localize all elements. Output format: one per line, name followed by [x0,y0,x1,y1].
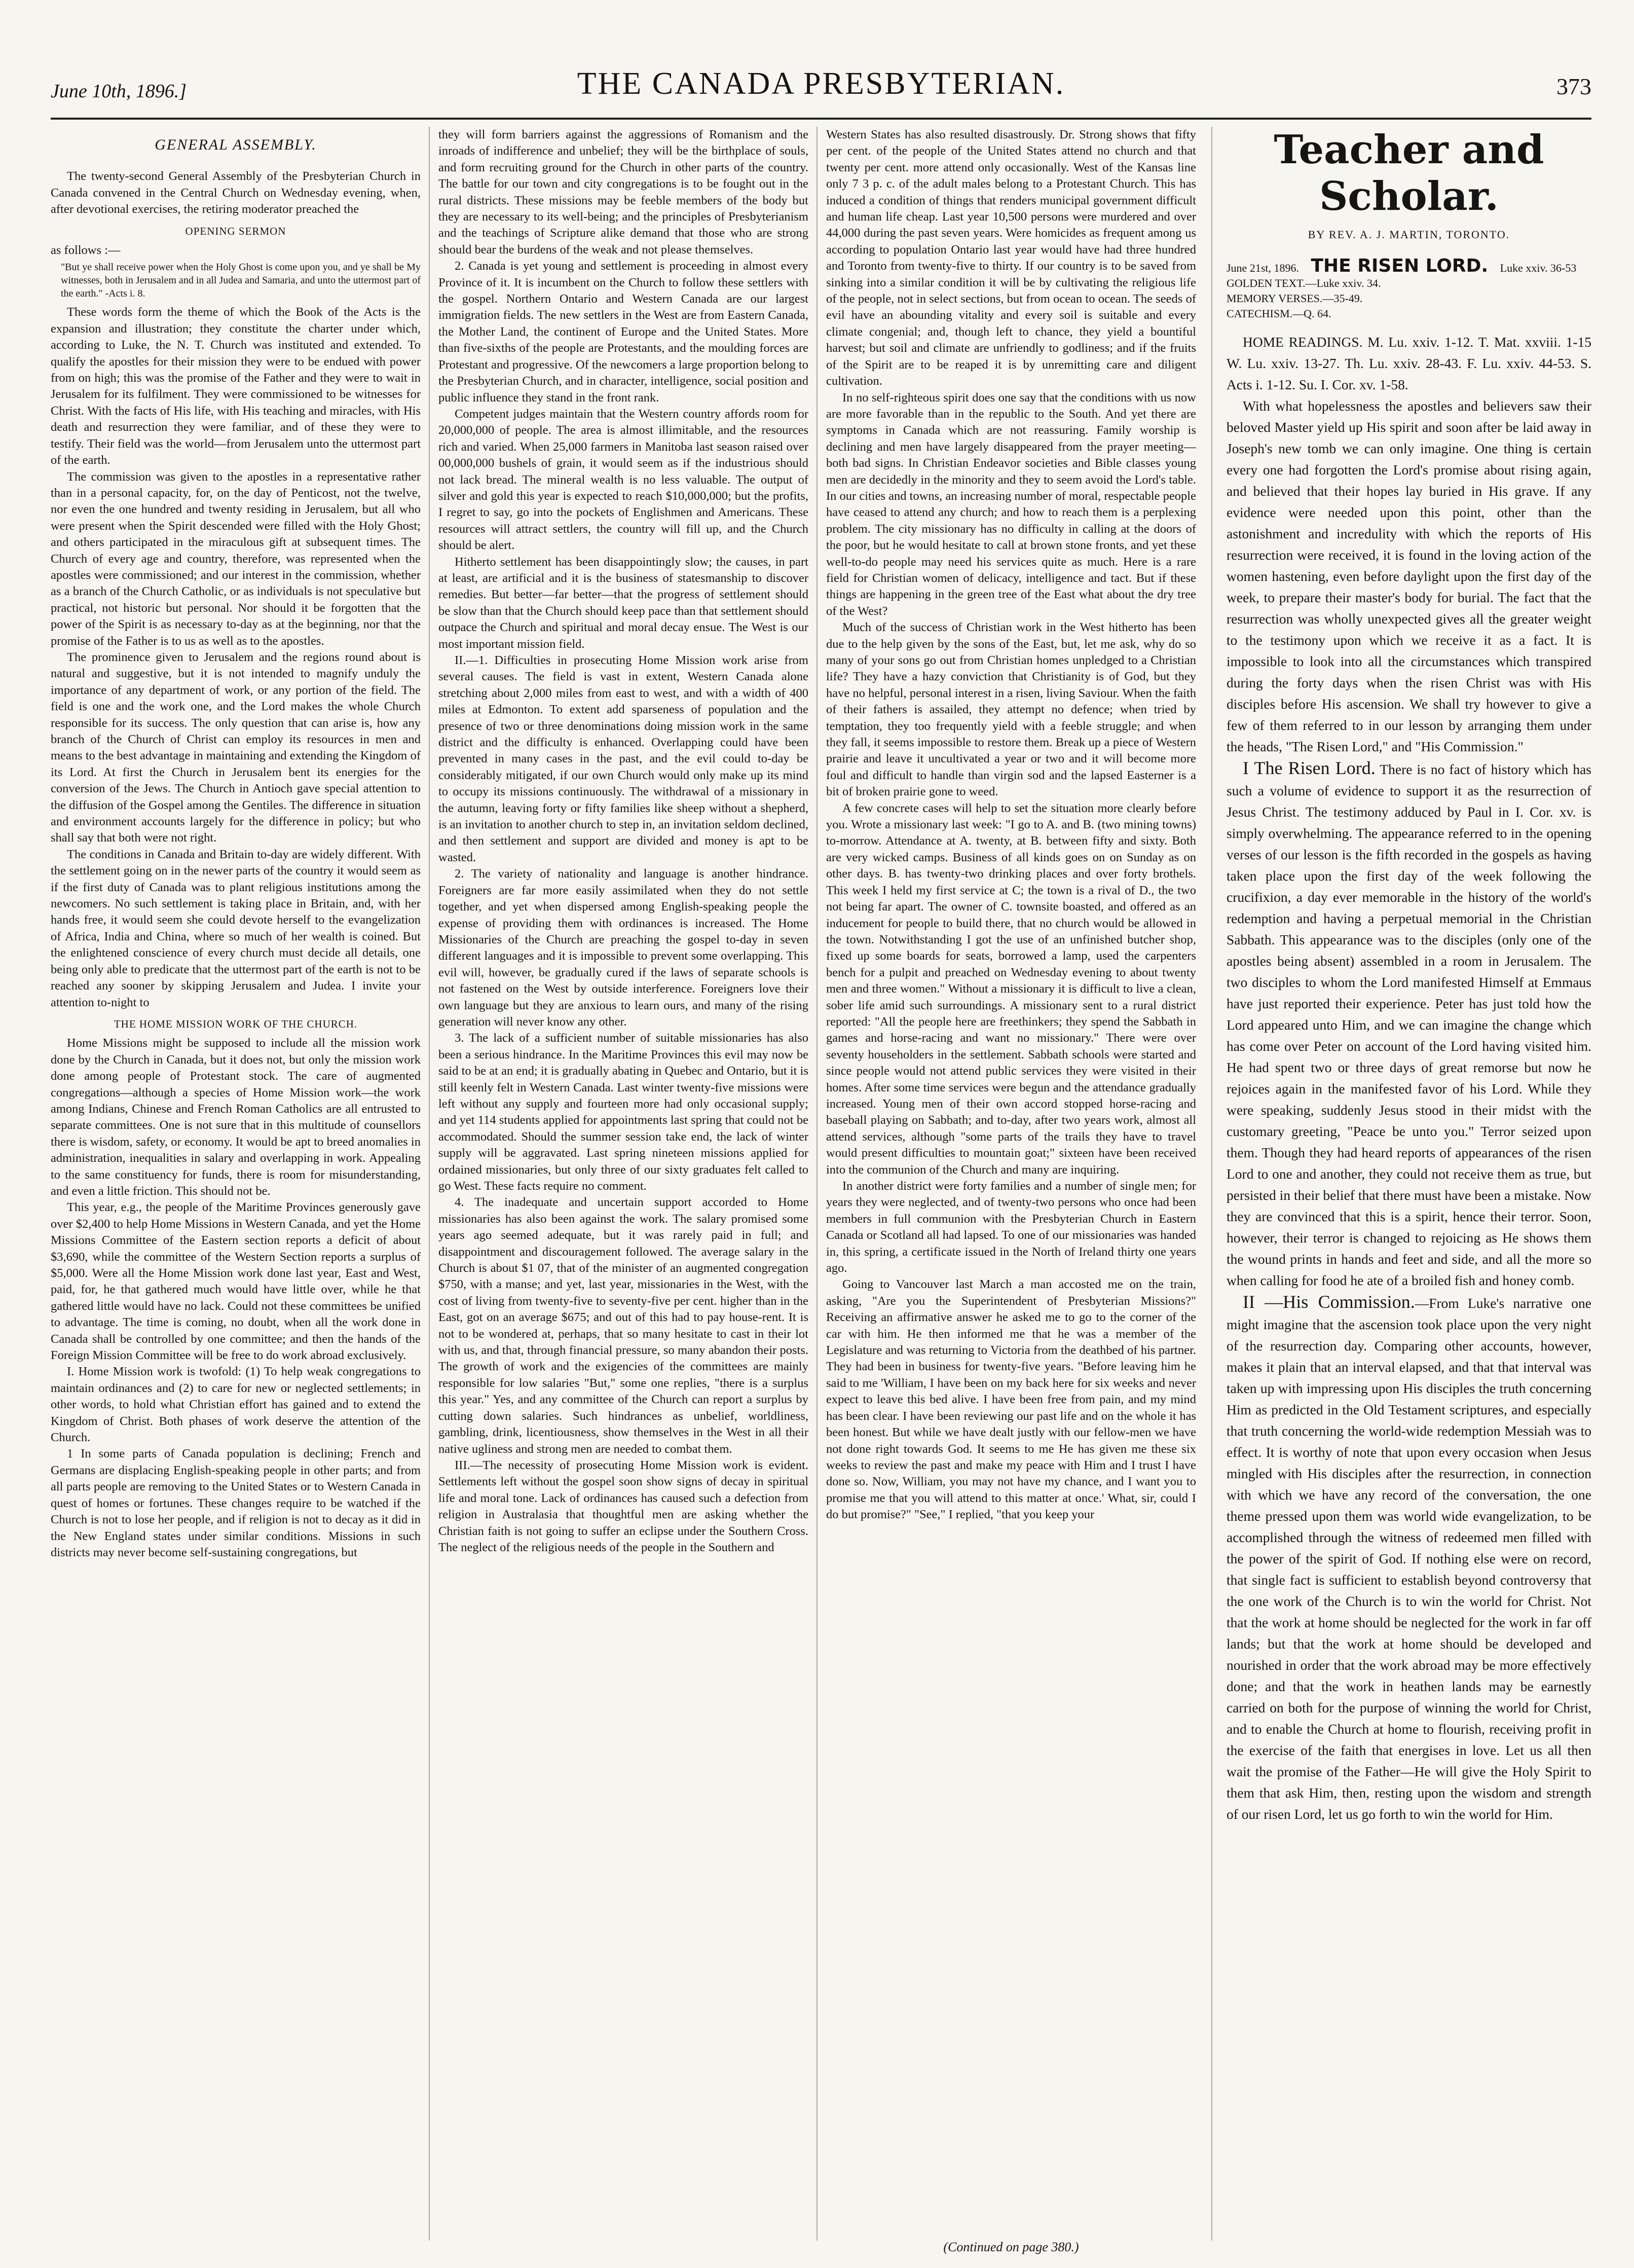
column-1 [51,127,421,2256]
lesson-reference: Luke xxiv. 36-53 [1500,262,1577,274]
paragraph: I. Home Mission work is twofold: (1) To help weak congregations to maintain ordinances and (2) to care for new or neglected settlements; in other words, to hold what Christian effort has gained and to extend the Kingdom of Christ. Both phases of work deserve the attention of the Church. [51,1365,421,1445]
subheading-commission: II —His Commission. [1243,1292,1415,1312]
section-title-teacher-and-scholar: Teacher and Scholar. [1274,127,1544,220]
paragraph: In another district were forty families and a number of single men; for years they were neglected, and of twenty-two persons who once had been members in full communion with the Presbyterian Church in Eastern Canada or Scotland all had lapsed. To one of our missionaries was handed in, this spring, a certificate issued in the North of Ireland thirty one years ago. [826,1179,1196,1275]
section-heading-general-assembly: GENERAL ASSEMBLY. [155,136,317,153]
paragraph: 4. The inadequate and uncertain support accorded to Home missionaries has also been against the work. The salary promised some years ago seemed adequate, but it was rarely paid in full; and disappointment and discouragement followed. The average salary in the Church is about $1 07, that of the minister of an augmented congregation $750, with a manse; and yet, last year, missionaries in the West, with the cost of living from twenty-five to seventy-five per cent. higher than in the East, got on an average $675; and out of this had to pay house-rent. It is not to be wondered at, perhaps, that so many hesitate to cast in their lot with us, and that, through financial pressure, so many abandon their posts. The growth of work and the exigencies of the committees are mainly responsible for low salaries "But," some one replies, "there is a surplus this year." Yes, and any committee of the Church can report a surplus by cutting down salaries. Such hindrances as unbelief, worldliness, gambling, drink, licentiousness, show themselves in the West in all their native ugliness and strong men are needed to combat them. [438,1195,808,1456]
paragraph: In no self-righteous spirit does one say that the conditions with us now are more favorable than in the republic to the South. And yet there are symptoms in Canada which are not reassuring. Family worship is declining and men have largely disappeared from the prayer meeting—both bad signs. In Christian Endeavor societies and Bible classes young men are decidedly in the minority and they to seem avoid the Lord's table. In our cities and towns, an increasing number of moral, respectable people have ceased to attend any church; and how to reach them is a perplexing problem. The city missionary has no difficulty in calling at the doors of the poor, but he would hesitate to call at brown stone fronts, and yet these well-to-do people may need his services quite as much. Here is a rare field for Christian women of delicacy, intelligence and tact. But if these things are happening in the green tree of the East what about the dry tree of the West? [826,390,1196,618]
paragraph: 2. Canada is yet young and settlement is proceeding in almost every Province of it. It is incumbent on the Church to follow these settlers with the gospel. Northern Ontario and Western Canada are our largest immigration fields. The new settlers in the West are from Eastern Canada, the Mother Land, the continent of Europe and the United States. More than five-sixths of the people are Protestants, and the moulding forces are Protestant and progressive. Of the newcomers a large proportion belong to the Presbyterian Church, and in character, intelligence, social position and public influence they stand in the front rank. [438,259,808,405]
section-text: There is no fact of history which has such a volume of evidence to support it as the resurrection of Jesus Christ. The testimony adduced by Paul in I. Cor. xv. is simply overwhelming. The appearance referred to in the opening verses of our lesson is the fifth recorded in the gospels as having taken place upon the first day of the week following the crucifixion, a day ever memorable in the history of the world's redemption and having a perpetual memorial in the Christian Sabbath. This appearance was to the disciples (only one of the apostles being absent) assembled in a room in Jerusalem. The two disciples to whom the Lord manifested Himself at Emmaus have just reported their experience. Peter has just told how the Lord appeared unto Him, and we can imagine the change which has come over Peter on account of the Lord having visited him. He had spent two or three days of great remorse but now he rejoices again in the manifested favor of his Lord. While they were speaking, suddenly Jesus stood in their midst with the customary greeting, "Peace be unto you." Terror seized upon them. Though they had heard reports of appearances of the risen Lord to one and another, they could not receive them as true, but persisted in their belief that there must have been a mistake. Now they are convinced that this is a spirit, hence their terror. Soon, however, their terror is changed to rejoicing as He shows them the wound prints in hands and feet and side, and all the more so when calling for food he ate of a broiled fish and honey comb. [1227,761,1591,1288]
memory-verses: MEMORY VERSES.—35-49. [1227,292,1363,305]
home-readings: HOME READINGS. M. Lu. xxiv. 1-12. T. Mat. xxviii. 1-15 W. Lu. xxiv. 13-27. Th. Lu. xxiv. 28-43. F. Lu. xxiv. 44-53. S. Acts i. 1-12. Su. I. Cor. xv. 1-58. [1227,334,1591,392]
paragraph: III.—The necessity of prosecuting Home Mission work is evident. Settlements left without the gospel soon show signs of decay in spiritual life and moral tone. Lack of ordinances has caused such a defection from religion in Australasia that thoughtful men are asking whether the Christian faith is not going to suffer an eclipse under the Southern Cross. The neglect of the religious needs of the people in the Southern and [438,1458,808,1554]
column-3 [826,127,1196,2256]
paragraph: Much of the success of Christian work in the West hitherto has been due to the help given by the sons of the East, but, let me ask, why do so many of your sons go out from Christian homes unpledged to a Christian life? They have a hazy conviction that Christianity is of God, but they have no helpful, personal interest in a risen, living Saviour. When the faith of their fathers is assailed, they attempt no defence; when tried by temptation, they too frequently yield with a feeble struggle; and when they fall, it seems impossible to restore them. Break up a piece of Western prairie and leave it uncultivated a year or two and it will become more foul and difficult to handle than virgin sod and the lapsed Easterner is a bit of broken prairie gone to weed. [826,620,1196,799]
continued-note: (Continued on page 380.) [943,2240,1079,2254]
masthead-title: THE CANADA PRESBYTERIAN. [577,66,1065,101]
header-rule [51,118,1591,120]
scripture-quote: "But ye shall receive power when the Holy Ghost is come upon you, and ye shall be My witnesses, both in Jerusalem and in all Judea and Samaria, and unto the uttermost part of the earth." -Acts i. 8. [61,262,421,300]
section-text: —From Luke's narrative one might imagine that the ascension took place upon the very night of the resurrection day. Comparing other accounts, however, makes it plain that an interval elapsed, and that that interval was taken up with impressing upon His disciples the truth concerning Him as predicted in the Old Testament scriptures, and especially that truth concerning the world-wide redemption Messiah was to effect. It is worthy of note that upon every occasion when Jesus mingled with His disciples after the resurrection, in connection with which we have any record of the conversation, the one theme pressed upon them was world wide evangelization, to be accomplished through the witness of redeemed men filled with the power of the spirit of God. If nothing else were on record, that single fact is sufficient to establish beyond controversy that the one work of the Church is to win the world for Christ. Not that the work at home should be neglected for the work in far off lands; but that the work at home should be developed and nourished in order that the work abroad may be more effectively done; and that the work in heathen lands may be earnestly carried on both for the purpose of winning the world for Christ, and to enable the Church at home to flourish, receiving profit in the exercise of the faith that energises in love. Let us all then wait the promise of the Father—He will give the Holy Spirit to them that ask Him, then, resting upon the wisdom and strength of our risen Lord, let us go forth to win the world for Him. [1227,1295,1591,1822]
paragraph: The commission was given to the apostles in a representative rather than in a personal capacity, for, on the day of Penticost, not the twelve, nor even the one hundred and twenty residing in Jerusalem, but all who were present when the Spirit descended were filled with the Holy Ghost; and others participated in the miraculous gift at subsequent times. The Church of every age and country, therefore, was represented when the apostles were commissioned; and our interest in the commission, whether as a branch of the Church Catholic, or as individuals is not speculative but practical, not historic but personal. Nor should it be forgotten that the power of the Spirit is as necessary to-day as at the beginning, nor that the promise of the Father is to us as well as to the apostles. [51,469,421,648]
column-2 [438,127,808,2256]
paragraph: Competent judges maintain that the Western country affords room for 20,000,000 of people. The area is almost illimitable, and the resources rich and varied. When 25,000 farmers in Manitoba last season raised over 00,000,000 bushels of grain, it would seem as if the industrious should not lack bread. The mineral wealth is no less valuable. The output of silver and gold this year is expected to reach $10,000,000; but the profits, I regret to say, go into the pockets of Englishmen and Americans. These resources will attract settlers, the country will fill up, and the Church should be alert. [438,407,808,553]
paragraph: Western States has also resulted disastrously. Dr. Strong shows that fifty per cent. of the people of the United States attend no church and that twenty per cent. more attend only occasionally. West of the Kansas line only 7 3 p. c. of the adult males belong to a Protestant Church. This has induced a condition of things that renders municipal government difficult and human life cheap. Last year 10,500 persons were murdered and over 44,000 during the past seven years. Were homicides as frequent among us according to population Ontario last year would have had three hundred and Toronto from twenty-five to thirty. If our country is to be saved from sinking into a similar condition it will be by cultivating the religious life of the people, not in select sections, but from ocean to ocean. The seeds of evil have an abounding vitality and every soil is suitable and every climate congenial; and, though left to chance, they yield a bountiful harvest; but soil and climate are unfriendly to godliness; and if the fruits of the Spirit are to be reaped it is by unremitting care and diligent cultivation. [826,128,1196,388]
lesson-title: THE RISEN LORD. [1311,255,1489,276]
paragraph: 3. The lack of a sufficient number of suitable missionaries has also been a serious hindrance. In the Maritime Provinces this evil may now be said to be at an end; it is gradually abating in Quebec and Ontario, but it is still keenly felt in Western Canada. Last winter twenty-five missions were left without any supply and fourteen more had only occasional supply; and yet 114 students applied for appointments last spring that could not be accommodated. Should the summer session take end, the lack of winter supply will be aggravated. Last spring nineteen missions applied for ordained missionaries, but only three of our sixty graduates felt called to go West. These facts require no comment. [438,1031,808,1193]
paragraph: This year, e.g., the people of the Maritime Provinces generously gave over $2,400 to help Home Missions in Western Canada, and yet the Home Missions Committee of the Eastern section reports a deficit of about $3,690, while the committee of the Western Section reports a surplus of $5,000. Were all the Home Mission work done last year, East and West, paid, for, he that gathered much would have little over, while he that gathered little would have no lack. Could not these committees be unified to advantage. The time is coming, no doubt, when all the work done in Canada shall be controlled by one committee; and then the hands of the Foreign Mission Committee will be free to do work abroad exclusively. [51,1200,421,1363]
lesson-date: June 21st, 1896. [1227,262,1299,274]
column-divider [1211,127,1212,2241]
section-commission [1227,1291,1591,1825]
paragraph: The twenty-second General Assembly of the Presbyterian Church in Canada convened in the Central Church on Wednesday evening, when, after devotional exercises, the retiring moderator preached the [51,169,421,216]
subheading-home-mission: THE HOME MISSION WORK OF THE CHURCH. [114,1017,358,1030]
column-4 [1227,127,1591,2256]
issue-date: June 10th, 1896.] [51,81,187,102]
page-number: 373 [1556,74,1591,99]
paragraph: With what hopelessness the apostles and believers saw their beloved Master yield up His spirit and soon after be laid away in Joseph's new tomb we can only imagine. One thing is certain every one had forgotten the Lord's promise about rising again, and believed that their hopes lay buried in His grave. If any evidence were needed upon this point, other than the astonishment and incredulity with which the reports of His resurrection were received, it is found in the loving action of the women hastening, even before daylight upon the first day of the week, to prepare their master's body for burial. The fact that the resurrection was wholly unexpected gives all the greater weight to the testimony upon which we receive it as a fact. It is impossible to look into all the circumstances which transpired during the forty days when the risen Christ was with His disciples before His ascension. We shall try however to give a few of them referred to in our lesson by arranging them under the heads, "The Risen Lord," and "His Commission." [1227,398,1591,754]
subheading-opening-sermon: OPENING SERMON [185,225,286,237]
paragraph: The conditions in Canada and Britain to-day are widely different. With the settlement going on in the newer parts of the country it would seem as if the first duty of Canada was to plant religious institutions among the newcomers. No such settlement is taking place in Britain, and, with her hands free, it would seem she could devote herself to the evangelization of Africa, India and China, where so much of her wealth is coined. But the enlightened conscience of every church must decide all details, one being only able to predicate that the uttermost part of the earth is not to be reached any sooner by skipping Jerusalem and Judea. I invite your attention to-night to [51,847,421,1009]
paragraph: The prominence given to Jerusalem and the regions round about is natural and suggestive, but it is not intended to magnify unduly the importance of any department of work, or any portion of the field. The field is one and the work one, and the Lord makes the whole Church responsible for its success. The only question that can arise is, how any branch of the Church of Christ can employ its resources in men and means to the best advantage in maintaining and extending the Kingdom of its Lord. At first the Church in Jerusalem bent its energies for the conversion of the Jews. The Church in Antioch gave special attention to the diffusion of the Gospel among the Gentiles. The difference in situation and environment accounts largely for the difference in policy; but who shall say that both were not right. [51,650,421,845]
as-follows-text: as follows :— [51,243,121,258]
paragraph: Home Missions might be supposed to include all the mission work done by the Church in Canada, but it does not, but only the mission work done among people of Protestant stock. The care of augmented congregations—although a species of Home Mission work—the work among Indians, Chinese and French Roman Catholics are all entrusted to separate committees. One is not sure that in this multitude of counsellors there is wisdom, safety, or economy. It would be apt to breed anomalies in administration, inequalities in salary and overlapping in work. Appealing to the same constituency for funds, there is room for misunderstanding, and even a little friction. This should not be. [51,1036,421,1198]
byline: BY REV. A. J. MARTIN, TORONTO. [1308,228,1510,241]
subheading-risen-lord: I The Risen Lord. [1243,758,1376,778]
page-header [51,66,1591,122]
paragraph: 1 In some parts of Canada population is declining; French and Germans are displacing English-speaking people in other parts; and from all parts people are removing to the United States or to Western Canada in quest of homes or fortunes. These changes require to be watched if the Church is not to lose her people, and if religion is not to decay as it did in the New England states under similar conditions. Missions in such districts may never become self-sustaining congregations, but [51,1447,421,1559]
paragraph: II.—1. Difficulties in prosecuting Home Mission work arise from several causes. The field is vast in extent, Western Canada alone stretching about 2,000 miles from east to west, and with a width of 400 miles at Edmonton. To extent add sparseness of population and the presence of two or three denominations doing mission work in the same district and the difficulty is enhanced. Overlapping could have been prevented in many cases in the past, and the evil could to-day be considerably mitigated, if our own Church would only make up its mind to occupy its missions continuously. The withdrawal of a missionary in the autumn, leaving forty or fifty families like sheep without a shepherd, is an invitation to another church to step in, an invitation seldom declined, and then settlement and support are divided and money is apt to be wasted. [438,653,808,864]
paragraph: These words form the theme of which the Book of the Acts is the expansion and illustration; they constitute the charter under which, according to Luke, the N. T. Church was instituted and extended. To qualify the apostles for their mission they were to be endued with power from on high; this was the promise of the Father and they were to wait in Jerusalem for its fulfilment. They were commissioned to be witnesses for Christ. With the facts of His life, with His teaching and miracles, with His death and resurrection they were familiar, and of these they were to testify. Their field was the world—from Jerusalem unto the uttermost part of the earth. [51,305,421,467]
lesson-header-line [1227,255,1591,276]
paragraph: Going to Vancouver last March a man accosted me on the train, asking, "Are you the Superintendent of Presbyterian Missions?" Receiving an affirmative answer he asked me to go to the corner of the car with him. He then informed me that he was a member of the Legislature and was returning to Victoria from the deathbed of his partner. They had been in business for twenty-five years. "Before leaving him he said to me 'William, I have been on my back here for six weeks and never expect to leave this bed alive. I have been free from pain, and my mind has been clear. I have been reviewing our past life and on the whole it has been honest. But while we have dealt justly with our fellow-men we have not done right towards God. It seems to me He has given me these six weeks to review the past and make my peace with Him and I trust I have done so. Now, William, you may not have my chance, and I want you to promise me that you will attend to this matter at once.' What, sir, could I do but promise?" "See," I replied, "that you keep your [826,1277,1196,1522]
golden-text: GOLDEN TEXT.—Luke xxiv. 34. [1227,277,1381,289]
paragraph: Hitherto settlement has been disappointingly slow; the causes, in part at least, are artificial and it is the business of statesmanship to discover remedies. But better—far better—that the progress of settlement should be slow than that the Church should keep pace than that settlement should outpace the Church and spiritual and moral decay ensue. The West is our most important mission field. [438,555,808,651]
column-divider [816,127,818,2241]
paragraph: 2. The variety of nationality and language is another hindrance. Foreigners are far more easily assimilated when they do not settle together, and yet when dispersed among English-speaking people the expense of providing them with ordinances is increased. The Home Missionaries of the Church are preaching the gospel to-day in seven different languages and it is impossible to prevent some overlapping. This evil will, however, be gradually cured if the laws of separate schools is not fastened on the West by outside interference. Foreigners love their own language but they are anxious to learn ours, and many of the rising generation will never know any other. [438,867,808,1029]
paragraph: they will form barriers against the aggressions of Romanism and the inroads of indifference and unbelief; they will be the birthplace of souls, and form recruiting ground for the Church in other parts of the country. The battle for our town and city congregations is to be fought out in the rural districts. These missions may be feeble members of the body but they are necessary to its well-being; and the principles of Presbyterianism and the teachings of Scripture alike demand that those who are strong should bear the burdens of the weak and not please themselves. [438,128,808,257]
column-divider [429,127,430,2241]
catechism: CATECHISM.—Q. 64. [1227,307,1331,320]
paragraph: A few concrete cases will help to set the situation more clearly before you. Wrote a missionary last week: "I go to A. and B. (two mining towns) to-morrow. Attendance at A. twenty, at B. between fifty and sixty. Both are very wicked camps. Business of all kinds goes on on Sunday as on other days. B. has twenty-two drinking places and over forty brothels. This week I held my first service at C; the town is a rival of D., the two not being far apart. The owner of C. townsite boasted, and offered as an inducement for people to build there, that no church would be allowed in the town. Notwithstanding I got the use of an unfinished butcher shop, fixed up some boards for seats, borrowed a lamp, used the carpenters bench for a pulpit and preached on Wednesday evening to about twenty men and three women." Without a missionary it is difficult to live a clean, sober life amid such surroundings. A missionary sent to a rural district reported: "All the people here are freethinkers; they spend the Sabbath in games and horse-racing and want no missionary." There were over seventy householders in the settlement. Sabbath schools were started and since people would not attend public services they were visited in their homes. After some time services were begun and the attendance gradually increased. Young men of their own accord stopped horse-racing and baseball playing on Sabbath; and to-day, after two years work, almost all attend services, although "some parts of the trails they have to travel would present difficulties to mountain goat;" sixteen have been received into the communion of the Church and many are inquiring. [826,801,1196,1177]
section-risen-lord [1227,757,1591,1291]
lesson-info [1227,255,1591,321]
